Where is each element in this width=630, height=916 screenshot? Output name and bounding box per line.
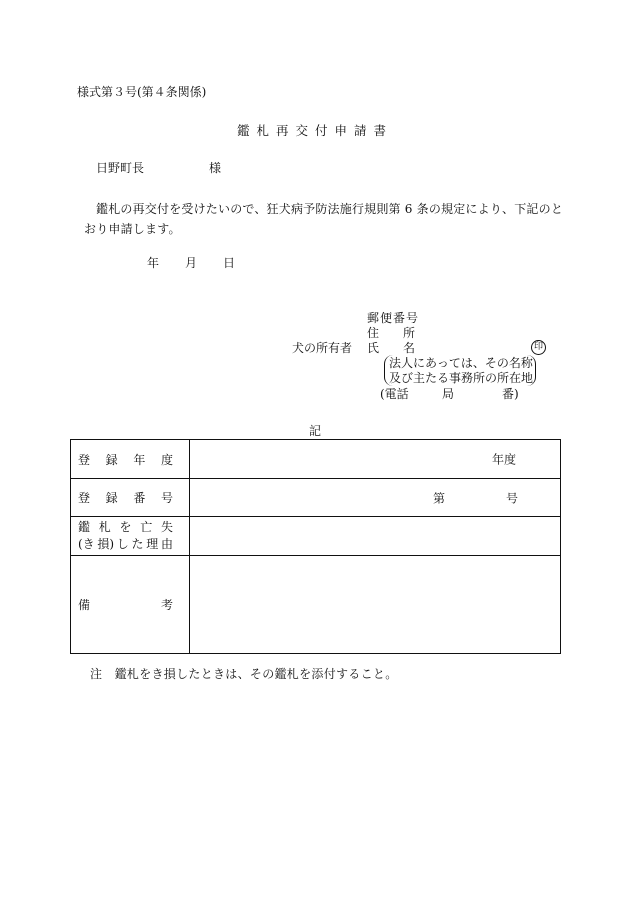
label-char: た [131, 537, 144, 551]
seal-mark: 印 [531, 340, 546, 355]
phone-exchange: 局 [442, 387, 455, 401]
corporation-note-line-1: 法人にあっては、その名称 [389, 356, 533, 370]
label-char: (き [78, 537, 95, 551]
label-char: 鑑 [78, 520, 91, 534]
label-char: 登 [78, 491, 91, 505]
label-registration-year [71, 440, 190, 479]
label-loss-reason [71, 517, 190, 556]
owner-label: 犬の所有者 [292, 341, 353, 355]
ki-heading: 記 [308, 424, 321, 438]
label-char: 号 [160, 491, 173, 505]
date-year: 年 [147, 256, 160, 270]
loss-reason-field[interactable] [190, 517, 561, 556]
label-char: 由 [160, 537, 173, 551]
label-char: 理 [146, 537, 159, 551]
label-char: 度 [160, 452, 173, 467]
label-char: 札 [98, 520, 111, 534]
corporation-note-line-2: 及び主たる事務所の所在地 [389, 371, 534, 385]
table-row-registration-number [71, 479, 561, 517]
addressee [96, 161, 222, 175]
label-char: 番 [133, 491, 146, 505]
label-remarks [71, 556, 190, 654]
label-char: 備 [78, 598, 91, 612]
addressee-name: 日野町長 [96, 161, 145, 175]
phone-number: 番) [502, 387, 519, 401]
address-label-char-1: 住 [367, 326, 380, 340]
postal-code-label: 郵便番号 [367, 311, 420, 325]
date-line [147, 256, 235, 270]
label-char: し [116, 537, 129, 551]
label-char: 亡 [140, 520, 153, 534]
registration-year-field[interactable] [190, 440, 561, 479]
label-char: 録 [105, 452, 118, 467]
form-number: 様式第３号(第４条関係) [77, 85, 207, 99]
remarks-field[interactable] [190, 556, 561, 654]
address-label-char-2: 所 [403, 326, 416, 340]
label-char: 録 [105, 491, 118, 505]
name-label-char-1: 氏 [367, 341, 380, 355]
label-char: 失 [160, 520, 173, 534]
phone-open: (電話 [380, 387, 409, 401]
registration-number-suffix: 号 [506, 491, 519, 505]
label-char: を [119, 520, 132, 534]
registration-number-prefix: 第 [433, 491, 446, 505]
registration-year-suffix: 年度 [492, 452, 517, 467]
record-table [70, 439, 561, 654]
name-label-char-2: 名 [403, 341, 416, 355]
label-char: 損) [97, 537, 115, 551]
table-row-loss-reason [71, 517, 561, 556]
footnote: 注 鑑札をき損したときは、その鑑札を添付すること。 [90, 667, 398, 681]
page-title: 鑑札再交付申請書 [236, 123, 393, 138]
date-month: 月 [185, 256, 198, 270]
name-label [367, 341, 415, 355]
label-char: 登 [78, 452, 91, 467]
label-char: 年 [133, 452, 146, 467]
date-day: 日 [223, 256, 236, 270]
registration-number-field[interactable] [190, 479, 561, 517]
label-char: 考 [160, 598, 173, 612]
table-row-registration-year [71, 440, 561, 479]
address-label [367, 326, 415, 340]
addressee-honorific: 様 [209, 161, 222, 175]
label-registration-number [71, 479, 190, 517]
phone-line [380, 387, 519, 401]
request-body-text: 鑑札の再交付を受けたいので、狂犬病予防法施行規則第 6 条の規定により、下記のとおり申請します。 [84, 202, 564, 236]
table-row-remarks [71, 556, 561, 654]
